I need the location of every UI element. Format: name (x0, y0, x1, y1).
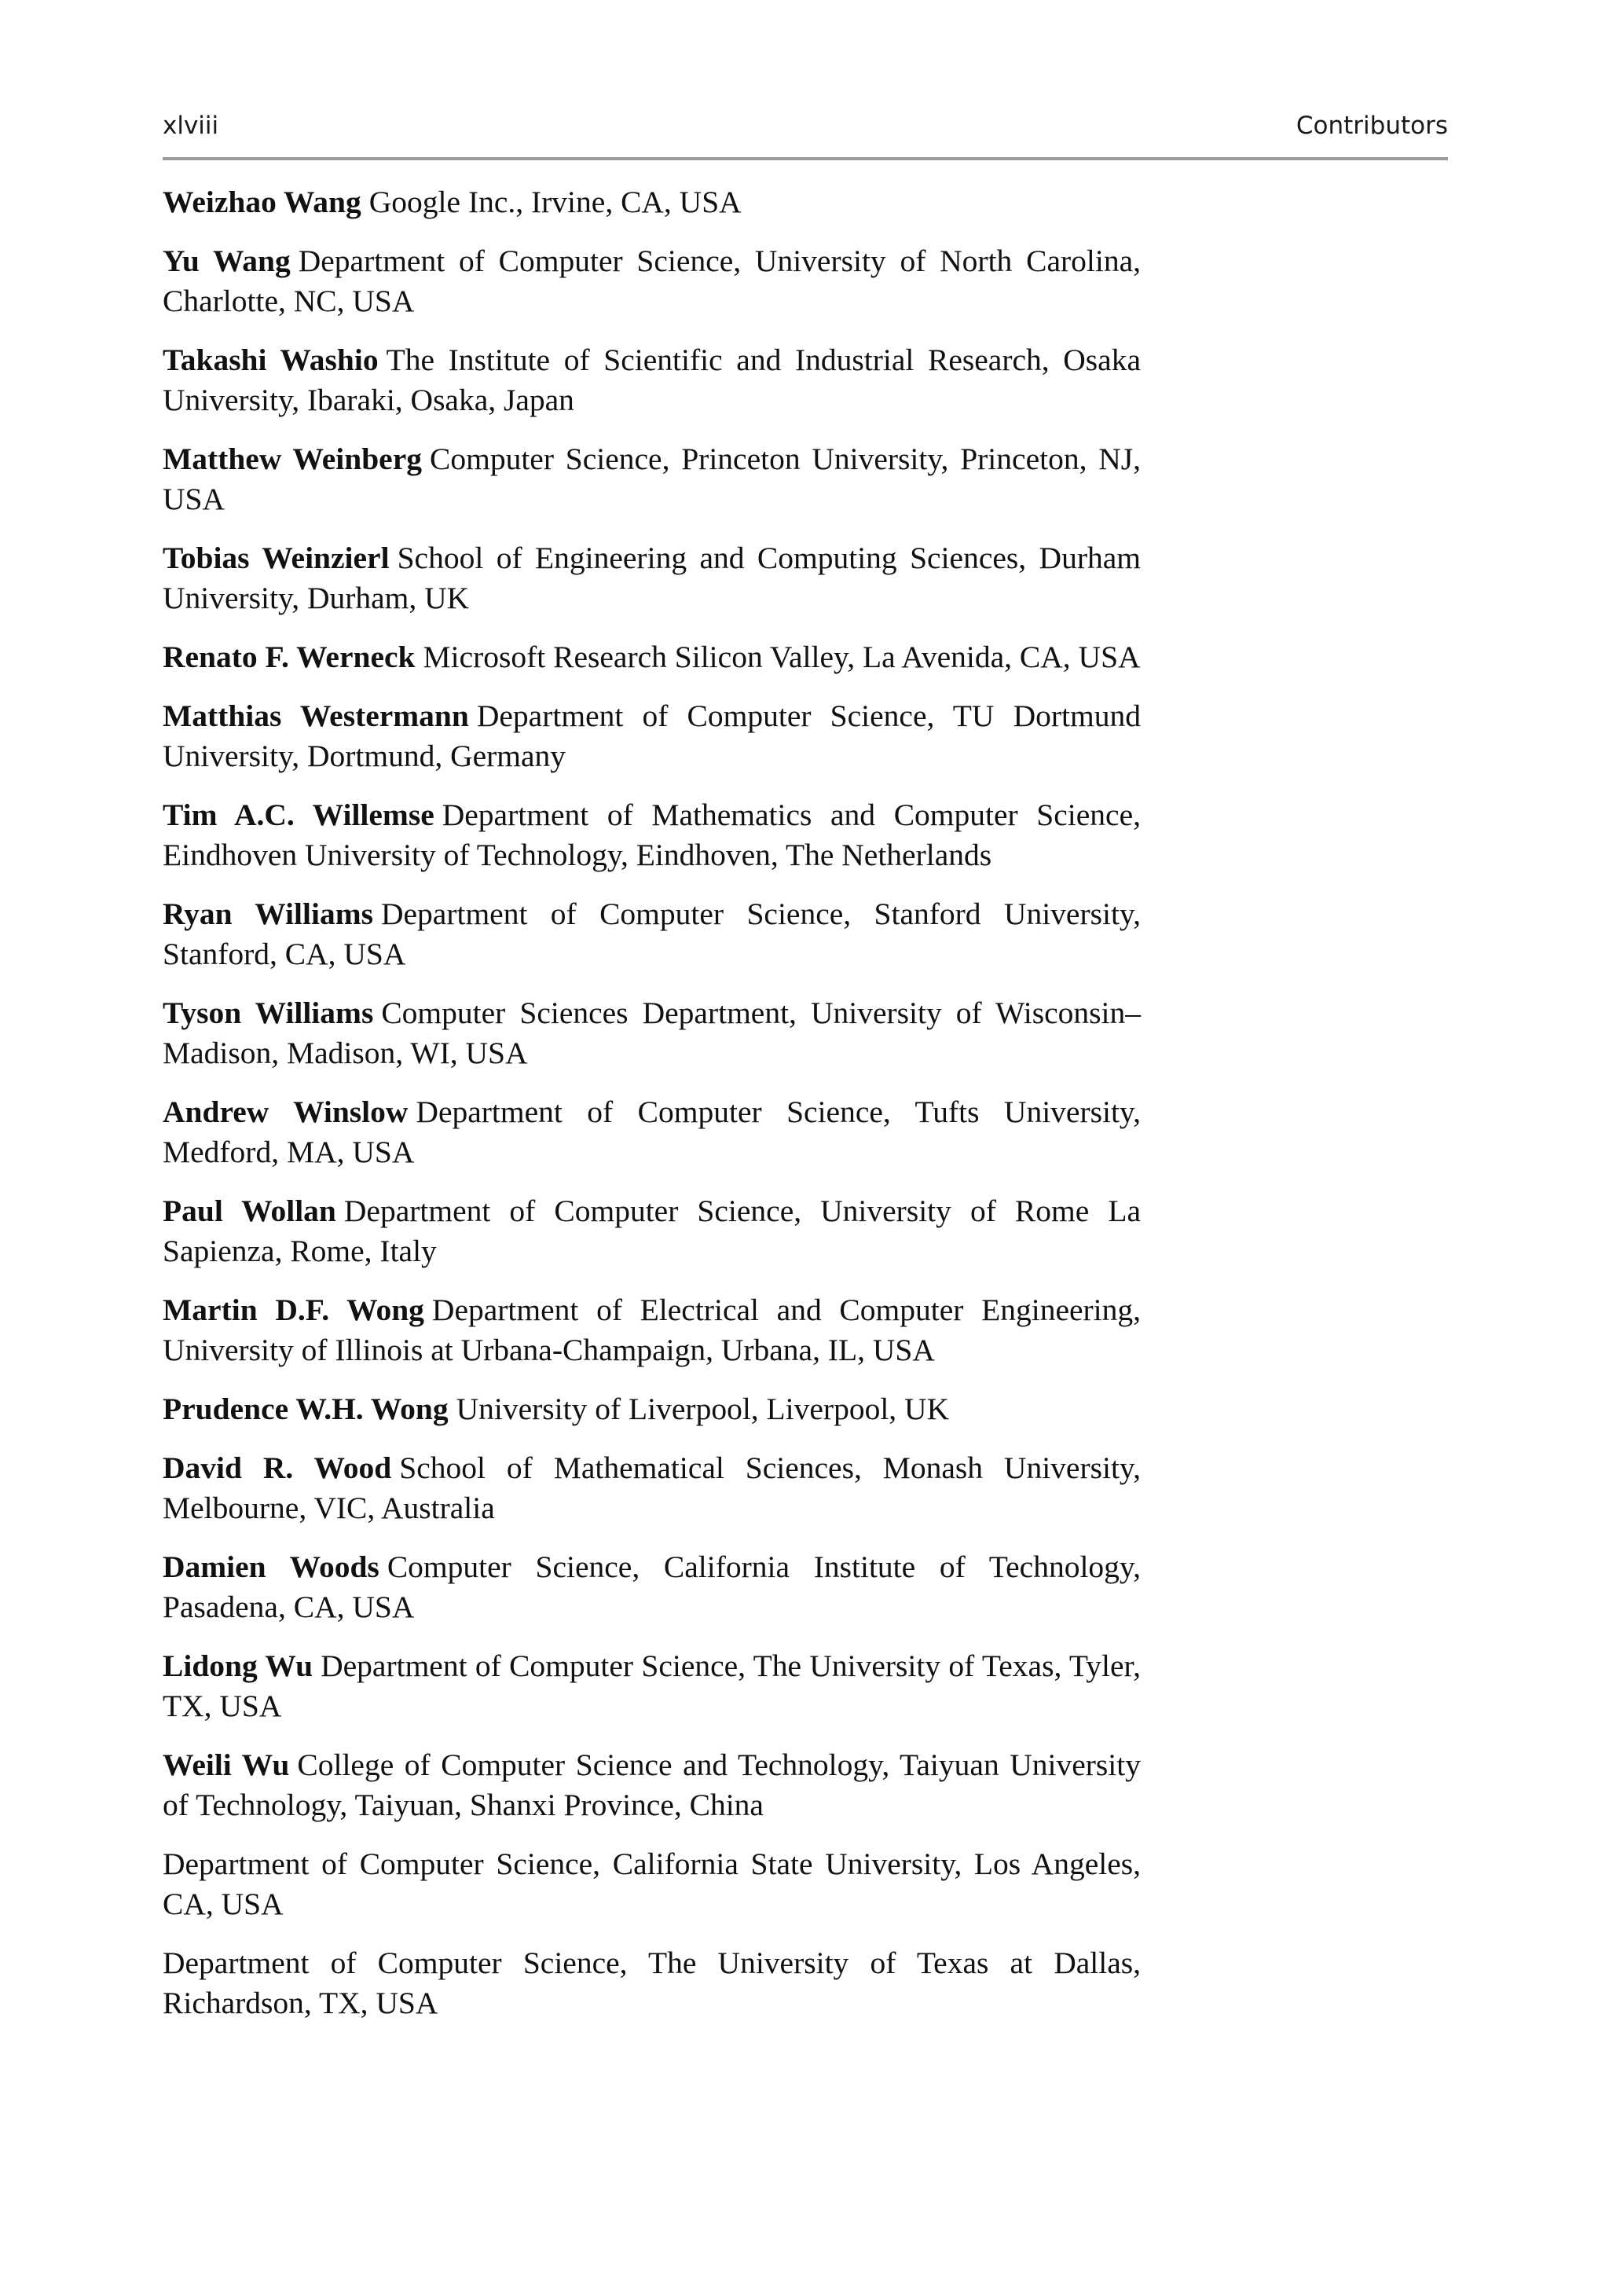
contributor-affiliation: Department of Mathematics and Computer Science, Eindhoven University of Technology, Eindhoven, The Netherlands (163, 798, 1141, 872)
contributor-name: Damien Woods (163, 1550, 379, 1584)
contributor-name: Tyson Williams (163, 996, 374, 1030)
contributor-name: David R. Wood (163, 1451, 392, 1485)
contributor-affiliation: Department of Electrical and Computer Engineering, University of Illinois at Urbana-Champaign, Urbana, IL, USA (163, 1293, 1142, 1367)
contributor-affiliation: Computer Science, California Institute of Technology, Pasadena, CA, USA (163, 1550, 1141, 1624)
contributor-entry (163, 795, 1141, 875)
contributor-entry (163, 1092, 1141, 1172)
contributor-entry (163, 894, 1141, 974)
contributor-entry (163, 241, 1141, 321)
contributor-name: Paul Wollan (163, 1194, 336, 1228)
contributor-entry (163, 182, 1141, 222)
contributor-affiliation: Microsoft Research Silicon Valley, La Avenida, CA, USA (423, 640, 1141, 674)
contributor-name: Matthias Westermann (163, 699, 469, 733)
contributors-list (163, 182, 1141, 2042)
contributor-affiliation: Department of Computer Science, University of Rome La Sapienza, Rome, Italy (163, 1194, 1141, 1268)
contributor-name: Renato F. Werneck (163, 640, 416, 674)
contributor-name: Weili Wu (163, 1748, 290, 1782)
contributor-name: Ryan Williams (163, 897, 373, 931)
contributor-entry (163, 993, 1141, 1073)
contributor-entry (163, 538, 1141, 618)
contributor-entry (163, 696, 1141, 776)
contributor-affiliation: Department of Computer Science, University of North Carolina, Charlotte, NC, USA (163, 244, 1141, 318)
contributor-affiliation: School of Engineering and Computing Sciences, Durham University, Durham, UK (163, 541, 1141, 615)
contributor-affiliation: The Institute of Scientific and Industrial Research, Osaka University, Ibaraki, Osaka, Japan (163, 343, 1141, 417)
contributor-entry (163, 1448, 1141, 1528)
contributor-entry (163, 1389, 1141, 1429)
contributor-affiliation: Department of Computer Science, The University of Texas, Tyler, TX, USA (163, 1649, 1141, 1723)
contributor-affiliation: Google Inc., Irvine, CA, USA (368, 185, 742, 219)
contributor-affiliation: Department of Computer Science, Stanford University, Stanford, CA, USA (163, 897, 1141, 971)
contributor-affiliation: Department of Computer Science, TU Dortmund University, Dortmund, Germany (163, 699, 1141, 773)
contributor-entry (163, 1844, 1141, 1924)
contributor-name: Weizhao Wang (163, 185, 361, 219)
contributor-entry (163, 1547, 1141, 1627)
contributor-name: Matthew Weinberg (163, 442, 422, 476)
running-header (163, 110, 1448, 160)
contributor-name: Andrew Winslow (163, 1095, 409, 1129)
contributor-entry (163, 1745, 1141, 1825)
contributor-affiliation: Department of Computer Science, The University of Texas at Dallas, Richardson, TX, USA (163, 1946, 1141, 2020)
contributor-name: Martin D.F. Wong (163, 1293, 424, 1327)
contributor-entry (163, 1290, 1141, 1370)
contributor-affiliation: University of Liverpool, Liverpool, UK (456, 1392, 950, 1426)
contributor-entry (163, 1943, 1141, 2023)
contributor-affiliation: Computer Sciences Department, University of Wisconsin–Madison, Madison, WI, USA (163, 996, 1141, 1070)
contributor-affiliation: Computer Science, Princeton University, Princeton, NJ, USA (163, 442, 1141, 516)
contributor-affiliation: College of Computer Science and Technology, Taiyuan University of Technology, Taiyuan, Shanxi Province, China (163, 1748, 1141, 1822)
contributor-name: Takashi Washio (163, 343, 379, 377)
contributor-entry (163, 340, 1141, 420)
contributor-name: Tim A.C. Willemse (163, 798, 434, 832)
contributor-affiliation: School of Mathematical Sciences, Monash University, Melbourne, VIC, Australia (163, 1451, 1141, 1525)
contributor-affiliation: Department of Computer Science, California State University, Los Angeles, CA, USA (163, 1847, 1141, 1921)
contributor-name: Lidong Wu (163, 1649, 313, 1683)
contributor-entry (163, 1646, 1141, 1726)
contributor-affiliation: Department of Computer Science, Tufts University, Medford, MA, USA (163, 1095, 1141, 1169)
contributor-name: Tobias Weinzierl (163, 541, 390, 575)
contributor-entry (163, 439, 1141, 519)
contributor-entry (163, 1191, 1141, 1271)
contributor-name: Prudence W.H. Wong (163, 1392, 449, 1426)
contributor-name: Yu Wang (163, 244, 291, 278)
section-title: Contributors (1296, 112, 1448, 140)
contributor-entry (163, 637, 1141, 677)
page-number: xlviii (163, 112, 219, 140)
